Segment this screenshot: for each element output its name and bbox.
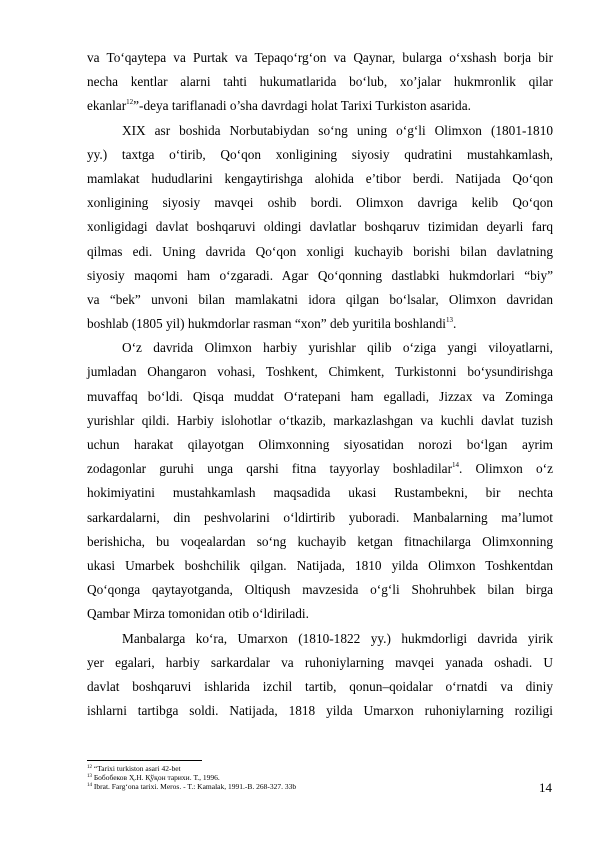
paragraph — [87, 119, 553, 337]
text-line: yurishlar qildi. Harbiy islohotlar o‘tkazib, markazlashgan va kuchli davlat tuzish — [87, 412, 553, 428]
text-line: ishlarni tartibga soldi. Natijada, 1818 yilda Umarxon ruhoniylarning roziligi — [87, 703, 553, 719]
text-line: yer egalari, harbiy sarkardalar va ruhoniylarning mavqei yanada oshadi. U — [87, 654, 553, 670]
text-line: va “bek” unvoni bilan mamlakatni idora qilgan bo‘lsalar, Olimxon davridan — [87, 291, 553, 307]
text-line: jumladan Ohangaron vohasi, Toshkent, Chimkent, Turkistonni bo‘ysundirishga — [87, 364, 553, 380]
text-line: necha kentlar alarni tahti hukumatlarida boʻlub, xoʼjalar hukmronlik qilar — [87, 74, 553, 90]
text-line: berishicha, bu voqealardan so‘ng kuchayib ketgan fitnachilarga Olimxonning — [87, 533, 553, 549]
text-line: Manbalarga ko‘ra, Umarxon (1810-1822 yy.) hukmdorligi davrida yirik — [122, 630, 553, 646]
footnote-number: 13 — [87, 774, 92, 779]
text-line: yy.) taxtga o‘tirib, Qo‘qon xonligining siyosiy qudratini mustahkamlash, — [87, 146, 553, 162]
text-line: ukasi Umarbek boshchilik qilgan. Natijada, 1810 yilda Olimxon Toshkentdan — [87, 557, 553, 573]
footnote — [87, 773, 553, 782]
text-line: va Toʻqaytepa va Purtak va Tepaqoʻrgʻon va Qaynar, bularga oʻxshash borja bir — [87, 50, 553, 65]
paragraph — [87, 627, 553, 724]
footnote — [87, 764, 553, 773]
page-body — [87, 46, 553, 723]
text-line: muvaffaq bo‘ldi. Qisqa muddat O‘ratepani ham egalladi, Jizzax va Zominga — [87, 388, 553, 404]
paragraph — [87, 46, 553, 119]
footnote-text: “Tarixi turkiston asari 42-bet — [92, 764, 181, 773]
text-line: Qambar Mirza tomonidan otib o‘ldiriladi. — [87, 606, 309, 622]
footnote — [87, 782, 553, 791]
text-line: mamlakat hududlarini kengaytirishga alohida e’tibor berdi. Natijada Qo‘qon — [87, 170, 553, 186]
text-line: xonligining siyosiy mavqei oshib bordi. Olimxon davriga kelib Qo‘qon — [87, 195, 553, 211]
footnote-text: Ibrat. Farg‘ona tarixi. Meros. - T.: Kamalak, 1991.-B. 268-327. 33b — [92, 782, 297, 791]
page-number: 14 — [539, 780, 552, 795]
footnote-text: Бобобеков Ҳ.Н. Қўқон тарихи. Т., 1996. — [92, 773, 220, 782]
paragraph — [87, 336, 553, 626]
footnote-separator — [87, 760, 202, 761]
footnote-number: 12 — [87, 765, 92, 770]
text-line: zodagonlar guruhi unga qarshi fitna tayyorlay boshladilar$^{14}$. Olimxon o‘z — [87, 461, 553, 477]
footnote-ref: 13 — [445, 316, 453, 325]
text-line: boshlab (1805 yil) hukmdorlar rasman “xon” deb yuritila boshlandi$^{13}$. — [87, 316, 457, 332]
footnote-ref: 14 — [452, 461, 459, 470]
footnote-number: 14 — [87, 783, 92, 788]
text-line: O‘z davrida Olimxon harbiy yurishlar qilib o‘ziga yangi viloyatlarni, — [122, 340, 553, 356]
text-line: hokimiyatini mustahkamlash maqsadida ukasi Rustambekni, bir nechta — [87, 485, 553, 501]
text-line: Qo‘qonga qaytayotganda, Oltiqush mavzesida o‘g‘li Shohruhbek bilan birga — [87, 582, 553, 598]
text-line: siyosiy maqomi ham o‘zgaradi. Agar Qo‘qonning dastlabki hukmdorlari “biy” — [87, 267, 553, 283]
text-line: sarkardalarni, din peshvolarini o‘ldirtirib yuboradi. Manbalarning ma’lumot — [87, 509, 553, 525]
text-line: uchun harakat qilayotgan Olimxonning siyosatidan norozi bo‘lgan ayrim — [87, 437, 553, 452]
text-line: XIX asr boshida Norbutabiydan so‘ng uning o‘g‘li Olimxon (1801-1810 — [122, 122, 553, 138]
footnote-ref: 12 — [126, 98, 134, 107]
text-line: xonligidagi davlat boshqaruvi oldingi davlatlar boshqaruv tizimidan deyarli farq — [87, 219, 553, 235]
text-line: davlat boshqaruvi ishlarida izchil tartib, qonun–qoidalar o‘rnatdi va diniy — [87, 678, 553, 694]
text-line: qilmas edi. Uning davrida Qo‘qon xonligi kuchayib borishi bilan davlatning — [87, 243, 553, 259]
text-line: ekanlar$^{12}$”-deya tariflanadi o’sha davrdagi holat Tarixi Turkiston asarida. — [87, 98, 471, 114]
